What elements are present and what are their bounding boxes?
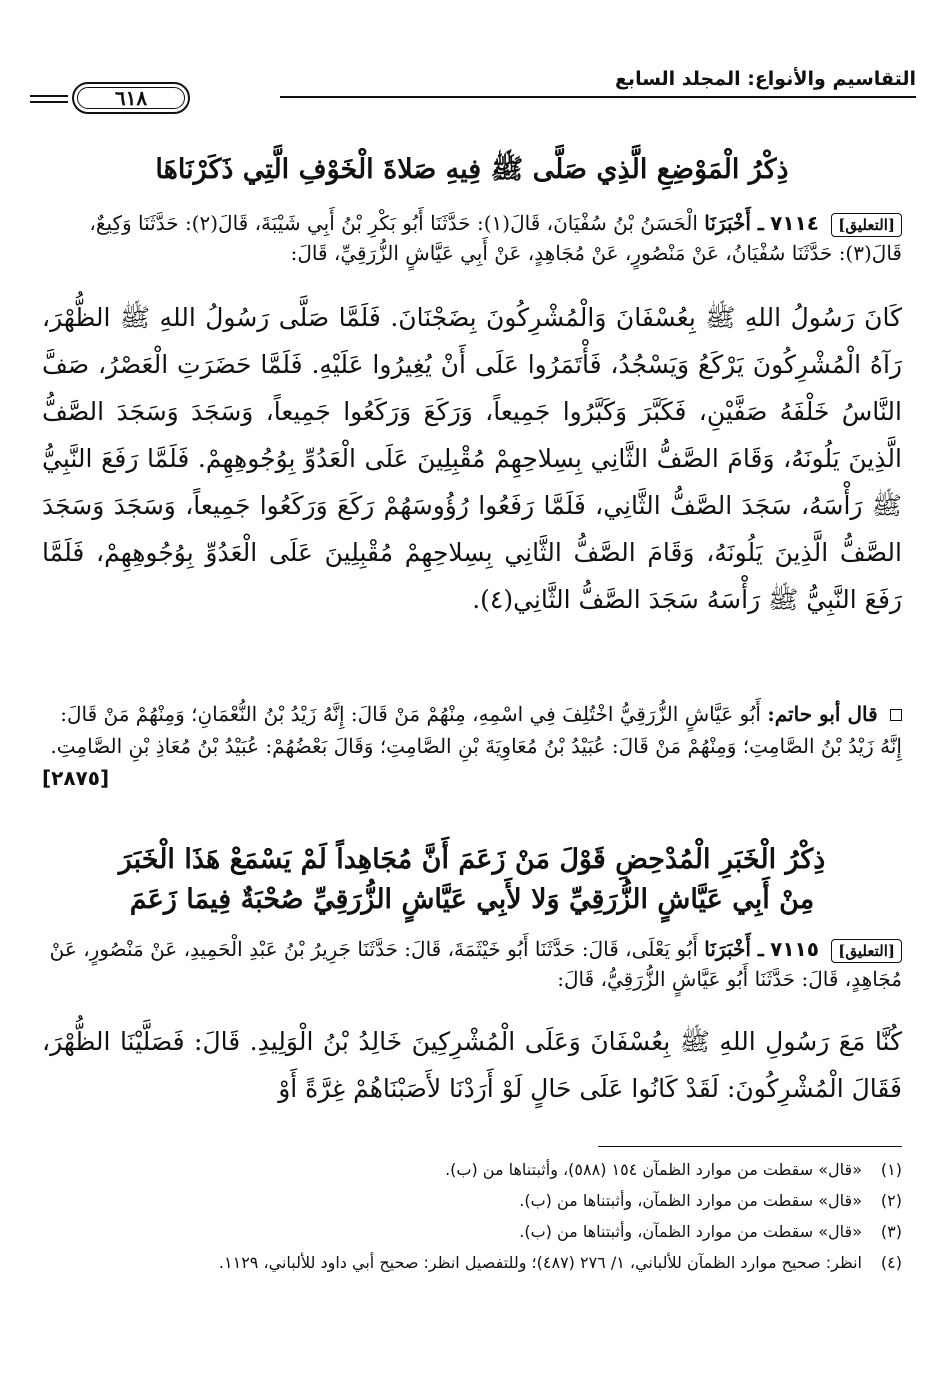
heading-line-1: ذِكْرُ الْخَبَرِ الْمُدْحِضِ قَوْلَ مَنْ زَعَمَ أَنَّ مُجَاهِداً لَمْ يَسْمَعْ هَذَا الْخَبَرَ [118,844,826,875]
hadith-7115-matn: كُنَّا مَعَ رَسُولِ اللهِ ﷺ بِعُسْفَانَ وَعَلَى الْمُشْرِكِينَ خَالِدُ بْنُ الْوَلِيدِ. قَالَ: فَصَلَّيْنَا الظُّهْرَ، فَقَالَ الْمُشْرِكُونَ: لَقَدْ كَانُوا عَلَى حَالٍ لَوْ أَرَدْنَا لأَصَبْنَاهُمْ غِرَّةً أَوْ [42,1027,902,1103]
comment-label: قال أبو حاتم: [767,702,878,726]
header-dash [30,101,68,103]
square-bullet-icon [890,709,902,721]
section-heading-1: ذِكْرُ الْمَوْضِعِ الَّذِي صَلَّى ﷺ فِيهِ صَلاةَ الْخَوْفِ الَّتِي ذَكَرْنَاهَا [155,154,789,185]
section-heading-2 [42,840,902,920]
header-rule [280,96,916,98]
header-dash [30,95,68,97]
footnote: (٢)«قال» سقطت من موارد الظمآن، وأثبتناها من (ب). [519,1191,902,1210]
footnote: (٣)«قال» سقطت من موارد الظمآن، وأثبتناها من (ب). [519,1222,902,1241]
heading-line-2: مِنْ أَبِي عَيَّاشٍ الزُّرَقِيِّ وَلا لأَبِي عَيَّاشٍ الزُّرَقِيِّ صُحْبَةٌ فِيمَا زَعَمَ [129,884,815,915]
comment-text: أَبُو عَيَّاشٍ الزُّرَقِيُّ اخْتُلِفَ فِي اسْمِهِ، مِنْهُمْ مَنْ قَالَ: إِنَّهُ زَيْدُ بْنُ النُّعْمَانِ؛ وَمِنْهُمْ مَنْ قَالَ: إِنَّهُ زَيْدُ بْنُ الصَّامِتِ؛ وَمِنْهُمْ مَنْ قَالَ: عُبَيْدُ بْنُ مُعَاوِيَةَ بْنِ الصَّامِتِ؛ وَقَالَ بَعْضُهُمْ: عُبَيْدُ بْنُ مُعَاذِ بْنِ الصَّامِتِ. [50,702,902,758]
hadith-7114-isnad [42,208,902,268]
hadith-number: ٧١١٤ [770,211,819,235]
akhbarana-label: ـ أَخْبَرَنَا [704,937,764,961]
running-title: التقاسيم والأنواع: المجلد السابع [614,68,916,90]
footnote: (٤)انظر: صحيح موارد الظمآن للألباني، ١/ ٢٧٦ (٤٨٧)؛ وللتفصيل انظر: صحيح أبي داود للألباني، ١١٢٩. [218,1253,902,1272]
akhbarana-label: ـ أَخْبَرَنَا [704,211,764,235]
hadith-7114-matn: كَانَ رَسُولُ اللهِ ﷺ بِعُسْفَانَ وَالْمُشْرِكُونَ بِضَجْنَانَ. فَلَمَّا صَلَّى رَسُولُ اللهِ ﷺ الظُّهْرَ، رَآهُ الْمُشْرِكُونَ يَرْكَعُ وَيَسْجُدُ، فَأْتَمَرُوا عَلَى أَنْ يُغِيرُوا عَلَيْهِ. فَلَمَّا حَضَرَتِ الْعَصْرُ، صَفَّ النَّاسُ خَلْفَهُ صَفَّيْنِ، فَكَبَّرَ وَكَبَّرُوا جَمِيعاً، وَرَكَعَ وَرَكَعُوا جَمِيعاً، وَسَجَدَ وَسَجَدَ الصَّفُّ الَّذِينَ يَلُونَهُ، وَقَامَ الصَّفُّ الثَّانِي بِسِلاحِهِمْ مُقْبِلِينَ عَلَى الْعَدُوِّ بِوُجُوهِهِمْ. فَلَمَّا رَفَعَ النَّبِيُّ ﷺ رَأْسَهُ، سَجَدَ الصَّفُّ الثَّانِي، فَلَمَّا رَفَعُوا رُؤُوسَهُمْ رَكَعَ وَرَكَعُوا جَمِيعاً، وَسَجَدَ وَسَجَدَ الصَّفُّ الَّذِينَ يَلُونَهُ، وَقَامَ الصَّفُّ الثَّانِي بِسِلاحِهِمْ مُقْبِلِينَ عَلَى الْعَدُوِّ بِوُجُوهِهِمْ، فَلَمَّا رَفَعَ النَّبِيُّ ﷺ رَأْسَهُ سَجَدَ الصَّفُّ الثَّانِي(٤). [42,303,902,614]
page-number: ٦١٨ [72,82,190,114]
abu-hatim-comment [42,698,902,794]
hadith-7115-isnad [42,934,902,994]
isnad-text: أَبُو يَعْلَى، قَالَ: حَدَّثَنَا أَبُو خَيْثَمَةَ، قَالَ: حَدَّثَنَا جَرِيرُ بْنُ عَبْدِ الْحَمِيدِ، عَنْ مَنْصُورٍ، عَنْ مُجَاهِدٍ، قَالَ: حَدَّثَنَا أَبُو عَيَّاشٍ الزُّرَقِيُّ، قَالَ: [49,937,902,991]
tag-box: [التعليق] [831,213,902,237]
footnote: (١)«قال» سقطت من موارد الظمآن ١٥٤ (٥٨٨)، وأثبتناها من (ب). [445,1160,902,1179]
hadith-number: ٧١١٥ [770,937,819,961]
isnad-text: الْحَسَنُ بْنُ سُفْيَانَ، قَالَ(١): حَدَّثَنَا أَبُو بَكْرِ بْنُ أَبِي شَيْبَةَ، قَالَ(٢): حَدَّثَنَا وَكِيعٌ، قَالَ(٣): حَدَّثَنَا سُفْيَانُ، عَنْ مَنْصُورٍ، عَنْ مُجَاهِدٍ، عَنْ أَبِي عَيَّاشٍ الزُّرَقِيِّ، قَالَ: [89,211,902,265]
reference-number: [٢٨٧٥] [42,766,110,790]
page-header [30,60,916,118]
footnotes [42,1154,902,1278]
footnote-rule [598,1146,902,1147]
tag-box: [التعليق] [831,939,902,963]
